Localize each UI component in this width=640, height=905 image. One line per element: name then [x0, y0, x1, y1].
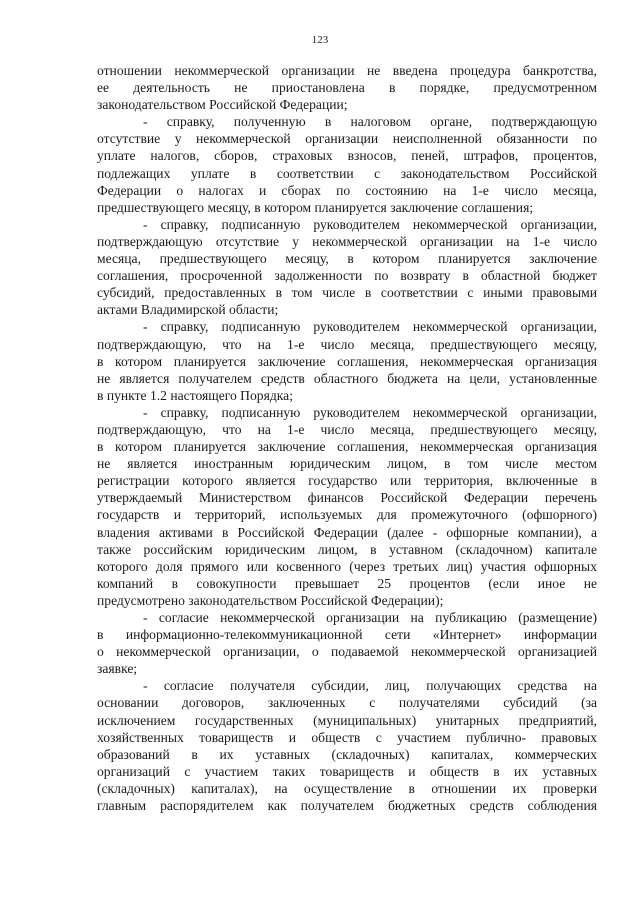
text-line: в котором планируется заключение соглашения, некоммерческая организация	[97, 439, 597, 455]
text-line: утверждаемый Министерством финансов Российской Федерации перечень	[97, 490, 597, 506]
text-line: основании договоров, заключенных с получателями субсидий (за	[97, 695, 597, 711]
text-line: отсутствие у некоммерческой организации неисполненной обязанности по	[97, 131, 597, 147]
text-line: компаний в совокупности превышает 25 процентов (если иное не	[97, 575, 597, 591]
text-line: уплате налогов, сборов, страховых взносов, пеней, штрафов, процентов,	[97, 148, 597, 164]
text-line: в пункте 1.2 настоящего Порядка;	[97, 387, 293, 403]
text-line: актами Владимирской области;	[97, 302, 279, 318]
text-line: - согласие получателя субсидии, лиц, получающих средства на	[143, 678, 597, 694]
text-line: о некоммерческой организации, о подаваемой некоммерческой организацией	[97, 644, 597, 660]
text-line: законодательством Российской Федерации;	[97, 97, 348, 113]
text-line: предшествующего месяцу, в котором планируется заключение соглашения;	[97, 199, 534, 215]
text-line: заявке;	[97, 661, 138, 677]
text-line: в котором планируется заключение соглашения, некоммерческая организация	[97, 353, 597, 369]
text-line: месяца, предшествующего месяцу, в котором планируется заключение	[97, 251, 597, 267]
text-line: подтверждающую отсутствие у некоммерческой организации на 1-е число	[97, 233, 597, 249]
text-line: - справку, подписанную руководителем некоммерческой организации,	[143, 216, 597, 232]
page-number: 123	[311, 34, 329, 46]
text-line: организаций с участием таких товариществ и обществ в их уставных	[97, 763, 597, 779]
paragraph	[97, 318, 597, 403]
text-line: исключением государственных (муниципальных) унитарных предприятий,	[97, 712, 597, 728]
text-line: также российским юридическим лицом, в уставном (складочном) капитале	[97, 541, 597, 557]
text-line: - справку, подписанную руководителем некоммерческой организации,	[143, 404, 597, 420]
text-line: подлежащих уплате в соответствии с законодательством Российской	[97, 165, 597, 181]
text-line: в информационно-телекоммуникационной сети «Интернет» информации	[97, 627, 597, 643]
paragraph	[97, 216, 597, 319]
text-line: - согласие некоммерческой организации на публикацию (размещение)	[143, 610, 597, 625]
text-line: хозяйственных товариществ и обществ с участием публично- правовых	[97, 729, 597, 745]
text-line: государств и территорий, используемых для промежуточного (офшорного)	[97, 507, 597, 523]
text-line: подтверждающую, что на 1-е число месяца, предшествующего месяцу,	[97, 336, 597, 352]
text-line: подтверждающую, что на 1-е число месяца, предшествующего месяцу,	[97, 421, 597, 437]
text-line: не является иностранным юридическим лицом, в том числе местом	[97, 456, 597, 472]
paragraph	[97, 609, 597, 677]
text-line: - справку, подписанную руководителем некоммерческой организации,	[143, 319, 597, 335]
text-line: соглашения, просроченной задолженности по возврату в областной бюджет	[97, 268, 597, 284]
paragraph	[97, 113, 597, 216]
text-line: главным распорядителем как получателем бюджетных средств соблюдения	[97, 798, 597, 814]
text-line: не является получателем средств областного бюджета на цели, установленные	[97, 370, 597, 386]
text-line: владения активами в Российской Федерации (далее - офшорные компании), а	[97, 524, 597, 540]
text-line: ее деятельность не приостановлена в порядке, предусмотренном	[97, 80, 597, 96]
text-line: субсидий, предоставленных в том числе в соответствии с иными правовыми	[97, 285, 597, 301]
text-line: предусмотрено законодательством Российской Федерации);	[97, 592, 444, 608]
text-line: регистрации которого является государство или территория, включенные в	[97, 473, 597, 489]
text-line: (складочных) капиталах), на осуществление в отношении их проверки	[97, 780, 597, 796]
text-line: образований в их уставных (складочных) капиталах, коммерческих	[97, 746, 597, 762]
paragraph	[97, 677, 597, 814]
text-line: которого доля прямого или косвенного (через третьих лиц) участия офшорных	[97, 558, 597, 574]
paragraph	[97, 62, 597, 113]
text-line: Федерации о налогах и сборах по состоянию на 1-е число месяца,	[97, 182, 597, 198]
text-line: отношении некоммерческой организации не введена процедура банкротства,	[97, 63, 597, 78]
document-body	[97, 62, 597, 814]
text-line: - справку, полученную в налоговом органе, подтверждающую	[143, 114, 597, 130]
paragraph	[97, 404, 597, 609]
